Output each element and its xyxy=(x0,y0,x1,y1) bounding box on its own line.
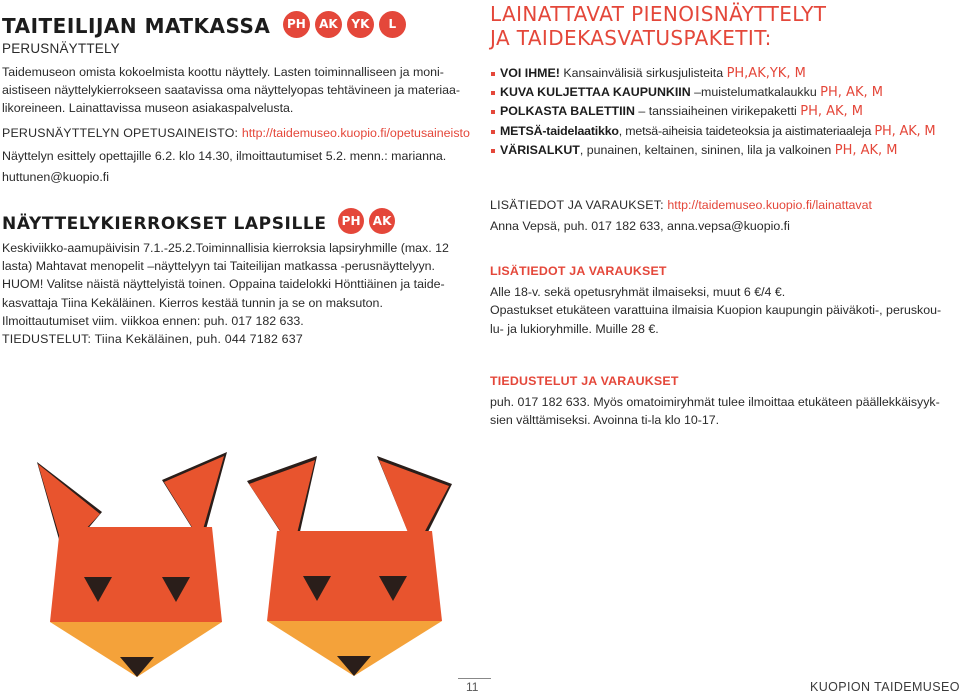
item-tags: PH, AK, M xyxy=(834,142,898,158)
left-fox xyxy=(37,452,227,677)
item-name: POLKASTA BALETTIIN xyxy=(500,104,635,119)
item-desc: – tanssiaiheinen virikepaketti xyxy=(634,104,801,119)
prices-block xyxy=(490,262,956,338)
list-item xyxy=(490,64,960,83)
list-item xyxy=(490,83,960,102)
fox-illustration xyxy=(2,432,472,697)
item-desc: , metsä-aiheisia taideteoksia ja aistimateriaaleja xyxy=(618,123,875,138)
tours-contact: TIEDUSTELUT: Tiina Kekäläinen, puh. 044 7182 637 xyxy=(2,332,303,347)
audience-badge: AK xyxy=(369,208,395,234)
item-desc: , punainen, keltainen, sininen, lila ja valkoinen xyxy=(579,142,835,157)
material-label: PERUSNÄYTTELYN OPETUSAINEISTO: xyxy=(2,125,242,140)
item-desc: –muistelumatkalaukku xyxy=(690,85,821,100)
page-number: 11 xyxy=(466,680,479,694)
prices-line: Alle 18-v. sekä opetusryhmät ilmaiseksi, muut 6 €/4 €. xyxy=(490,285,786,300)
intro-line: Taidemuseon omista kokoelmista koottu näyttely. Lasten toiminnalliseen ja moni- xyxy=(2,65,444,79)
audience-badge: PH xyxy=(338,208,364,234)
section-subtitle: PERUSNÄYTTELY xyxy=(2,41,120,56)
enquiry-heading: TIEDUSTELUT JA VARAUKSET xyxy=(490,374,679,388)
list-item xyxy=(490,122,960,141)
item-name: VOI IHME! xyxy=(500,66,560,80)
tours-line: lasta) Mahtavat menopelit –näyttelyyn tai Taiteilijan matkassa -perusnäyttelyyn. xyxy=(2,259,435,274)
enquiry-line: puh. 017 182 633. Myös omatoimiryhmät tulee ilmoittaa etukäteen päällekkäisyyk- xyxy=(490,395,940,410)
audience-badge: PH xyxy=(283,11,310,38)
prices-line: Opastukset etukäteen varattuina ilmaisia Kuopion kaupungin päiväkoti-, peruskou- xyxy=(490,303,942,318)
tours-block xyxy=(2,239,472,348)
intro-line: likoreineen. Lainattavissa museon asiakaspalvelusta. xyxy=(2,101,294,116)
more-info-block xyxy=(490,196,956,235)
presentation-line: Näyttelyn esittely opettajille 6.2. klo 14.30, ilmoittautumiset 5.2. menn.: marianna. xyxy=(2,148,447,163)
audience-badge: AK xyxy=(315,11,342,38)
tours-line: HUOM! Valitse näistä näyttelyistä toinen. Oppaina taidelokki Hönttiäinen ja taide- xyxy=(2,277,445,292)
more-info-link[interactable]: http://taidemuseo.kuopio.fi/lainattavat xyxy=(667,198,872,212)
audience-badge: L xyxy=(379,11,406,38)
section-title-naytelykierrokset xyxy=(2,211,395,237)
material-link[interactable]: http://taidemuseo.kuopio.fi/opetusaineisto xyxy=(241,125,470,140)
more-info-label: LISÄTIEDOT JA VARAUKSET: xyxy=(490,198,668,212)
item-desc: Kansainvälisiä sirkusjulisteita xyxy=(559,66,727,80)
item-tags: PH, AK, M xyxy=(800,104,864,120)
enquiry-line: sien välttämiseksi. Avoinna ti-la klo 10-17. xyxy=(490,413,720,428)
item-tags: PH, AK, M xyxy=(820,85,883,101)
item-name: KUVA KULJETTAA KAUPUNKIIN xyxy=(500,85,691,100)
prices-line: lu- ja lukioryhmille. Muille 28 €. xyxy=(490,321,659,336)
page-number-rule xyxy=(458,678,491,679)
item-tags: PH,AK,YK, M xyxy=(726,66,806,81)
material-line xyxy=(2,124,472,142)
title-line: LAINATTAVAT PIENOISNÄYTTELYT xyxy=(490,2,827,26)
item-name: VÄRISALKUT xyxy=(500,142,580,157)
contact-line: Anna Vepsä, puh. 017 182 633, anna.vepsa@kuopio.fi xyxy=(490,219,790,234)
item-tags: PH, AK, M xyxy=(874,123,936,139)
loan-list xyxy=(490,64,960,160)
more-info-line xyxy=(490,196,956,214)
enquiry-block xyxy=(490,372,956,430)
section-title-taiteilijan-matkassa xyxy=(2,14,406,41)
intro-block xyxy=(2,63,472,186)
intro-line: aistiseen näyttelykierrokseen saatavissa oma näyttelyopas tehtävineen ja materiaa- xyxy=(2,83,461,98)
section-title-text: TAITEILIJAN MATKASSA xyxy=(2,14,271,38)
list-item xyxy=(490,102,960,121)
tours-line: Ilmoittautumiset viim. viikkoa ennen: puh. 017 182 633. xyxy=(2,313,304,328)
tours-line: Keskiviikko-aamupäivisin 7.1.-25.2.Toiminnallisia kierroksia lapsiryhmille (max. 12 xyxy=(2,241,449,255)
right-fox xyxy=(247,456,452,676)
footer-organization: KUOPION TAIDEMUSEO xyxy=(810,680,960,694)
loan-exhibitions-title xyxy=(490,2,956,50)
item-name: METSÄ-taidelaatikko xyxy=(500,123,619,138)
tours-line: kasvattaja Tiina Kekäläinen. Kierros kestää tunnin ja se on maksuton. xyxy=(2,295,383,310)
list-item xyxy=(490,141,960,160)
audience-badge: YK xyxy=(347,11,374,38)
prices-heading: LISÄTIEDOT JA VARAUKSET xyxy=(490,264,667,278)
presentation-email[interactable]: huttunen@kuopio.fi xyxy=(2,170,109,185)
title-line: JA TAIDEKASVATUSPAKETIT: xyxy=(490,26,772,50)
section-title-text: NÄYTTELYKIERROKSET LAPSILLE xyxy=(2,214,327,234)
